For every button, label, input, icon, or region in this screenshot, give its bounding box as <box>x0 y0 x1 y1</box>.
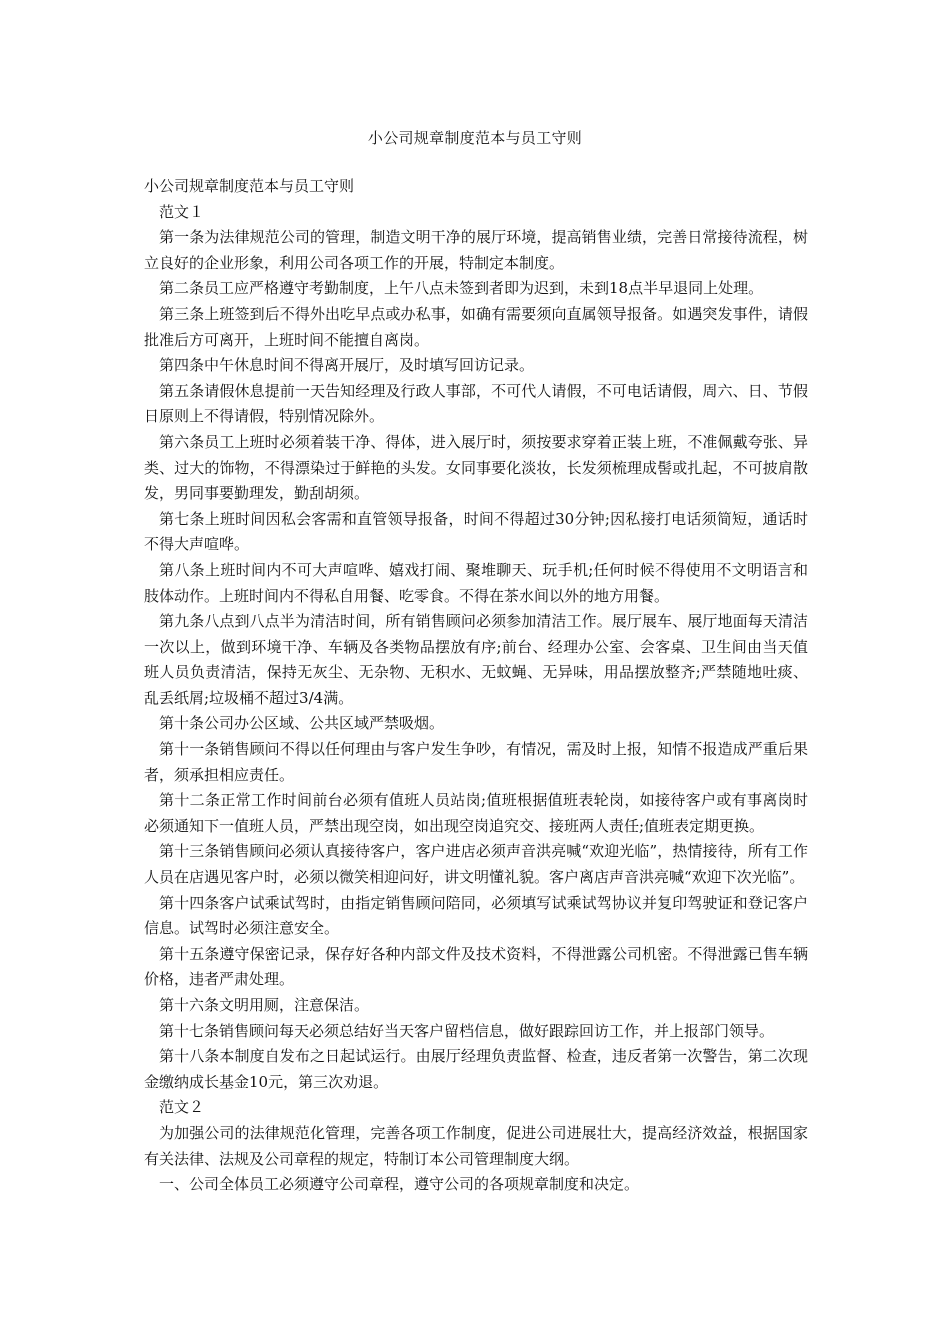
paragraph: 第九条八点到八点半为清洁时间，所有销售顾问必须参加清洁工作。展厅展车、展厅地面每天清洁一次以上，做到环境干净、车辆及各类物品摆放有序;前台、经理办公室、会客桌、卫生间由当天值班人员负责清洁，保持无灰尘、无杂物、无积水、无蚊蝇、无异味，用品摆放整齐;严禁随地吐痰、乱丢纸屑;垃圾桶不超过3/4满。 <box>144 612 808 707</box>
paragraph: 第八条上班时间内不可大声喧哗、嬉戏打闹、聚堆聊天、玩手机;任何时候不得使用不文明语言和肢体动作。上班时间内不得私自用餐、吃零食。不得在茶水间以外的地方用餐。 <box>144 560 808 605</box>
document-subtitle: 小公司规章制度范本与员工守则 <box>144 177 355 195</box>
paragraph: 第一条为法律规范公司的管理，制造文明干净的展厅环境，提高销售业绩，完善日常接待流程，树立良好的企业形象，利用公司各项工作的开展，特制定本制度。 <box>144 228 808 272</box>
paragraph: 第十三条销售顾问必须认真接待客户，客户进店必须声音洪亮喊“欢迎光临”，热情接待，所有工作人员在店遇见客户时，必须以微笑相迎问好，讲文明懂礼貌。客户离店声音洪亮喊“欢迎下次光临”。 <box>144 842 808 887</box>
paragraph: 第十八条本制度自发布之日起试运行。由展厅经理负责监督、检查，违反者第一次警告，第二次现金缴纳成长基金10元，第三次劝退。 <box>144 1047 808 1091</box>
paragraph: 第十四条客户试乘试驾时，由指定销售顾问陪同，必须填写试乘试驾协议并复印驾驶证和登记客户信息。试驾时必须注意安全。 <box>144 893 808 938</box>
paragraph: 第四条中午休息时间不得离开展厅，及时填写回访记录。 <box>159 356 535 375</box>
paragraph: 为加强公司的法律规范化管理，完善各项工作制度，促进公司进展壮大，提高经济效益，根据国家有关法律、法规及公司章程的规定，特制订本公司管理制度大纲。 <box>144 1123 808 1168</box>
paragraph: 范文１ <box>159 202 205 221</box>
paragraph: 第十七条销售顾问每天必须总结好当天客户留档信息，做好跟踪回访工作，并上报部门领导。 <box>159 1021 775 1040</box>
paragraph: 第十条公司办公区域、公共区域严禁吸烟。 <box>159 714 445 733</box>
paragraph: 第七条上班时间因私会客需和直管领导报备，时间不得超过30分钟;因私接打电话须简短，通话时不得大声喧哗。 <box>144 509 808 554</box>
paragraph: 第二条员工应严格遵守考勤制度，上午八点未签到者即为迟到，未到18点半早退同上处理。 <box>159 279 764 298</box>
paragraph: 范文２ <box>159 1098 205 1117</box>
paragraph: 第十六条文明用厕，注意保洁。 <box>159 996 370 1014</box>
paragraph: 第三条上班签到后不得外出吃早点或办私事，如确有需要须向直属领导报备。如遇突发事件，请假批准后方可离开，上班时间不能擅自离岗。 <box>144 304 808 349</box>
paragraph: 第六条员工上班时必须着装干净、得体，进入展厅时，须按要求穿着正装上班，不准佩戴夸张、异类、过大的饰物，不得漂染过于鲜艳的头发。女同事要化淡妆，长发须梳理成髻或扎起，不可披肩散发，男同事要勤理发，勤刮胡须。 <box>144 432 808 503</box>
document-title: 小公司规章制度范本与员工守则 <box>367 129 583 147</box>
paragraph: 一、公司全体员工必须遵守公司章程，遵守公司的各项规章制度和决定。 <box>159 1175 640 1194</box>
paragraph: 第十一条销售顾问不得以任何理由与客户发生争吵，有情况，需及时上报，知情不报造成严重后果者，须承担相应责任。 <box>144 740 808 784</box>
paragraph: 第十二条正常工作时间前台必须有值班人员站岗;值班根据值班表轮岗，如接待客户或有事离岗时必须通知下一值班人员，严禁出现空岗，如出现空岗追究交、接班两人责任;值班表定期更换。 <box>144 791 808 835</box>
paragraph: 第十五条遵守保密记录，保存好各种内部文件及技术资料，不得泄露公司机密。不得泄露已售车辆价格，违者严肃处理。 <box>144 944 808 989</box>
paragraph: 第五条请假休息提前一天告知经理及行政人事部，不可代人请假，不可电话请假，周六、日、节假日原则上不得请假，特别情况除外。 <box>144 381 808 426</box>
document-body <box>144 174 808 1198</box>
